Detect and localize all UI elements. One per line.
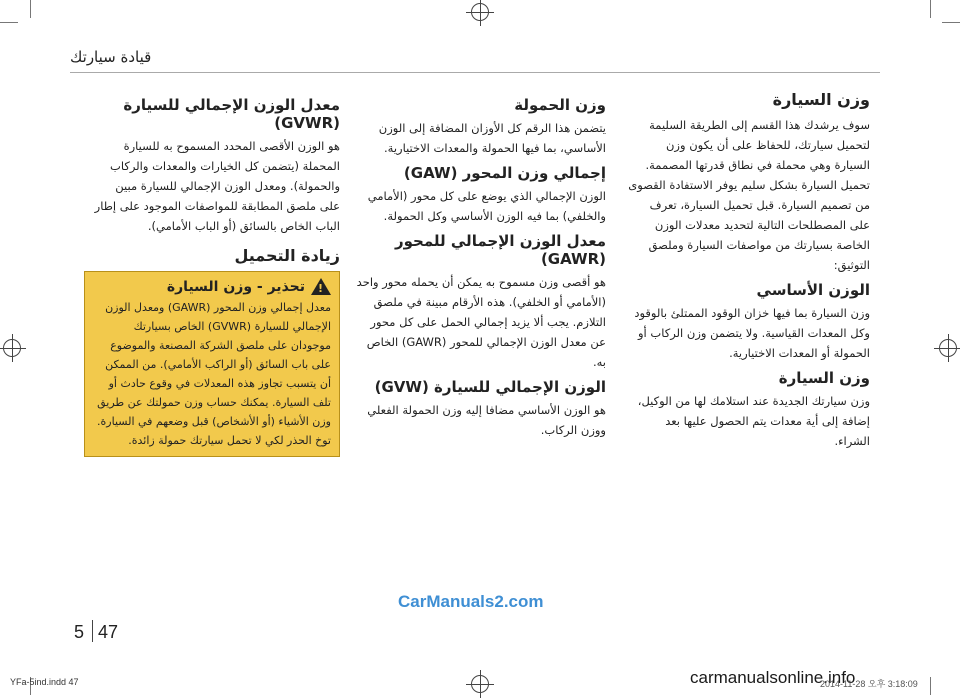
crop-mark [930,677,931,695]
intro-paragraph: سوف يرشدك هذا القسم إلى الطريقة السليمة لتحميل سيارتك، للحفاظ على أن يكون وزن السيارة وهي محملة في نطاق قدرتها المصممة. تحميل السيارة بشكل سليم يوفر الاستفادة القصوى من تصميم السيارة. قبل تحميل السيارة، تعرف على المصطلحات التالية لتحديد معدلات الوزن الخاصة بسيارتك من مواصفات السيارة وملصق التوثيق: [628,118,870,272]
file-slug: YFa-5ind.indd 47 [10,677,79,687]
print-timestamp: 2014-11-28 오후 3:18:09 [820,679,918,689]
subheading-vehicle-weight: وزن السيارة [778,369,870,387]
page-number-divider [92,620,93,642]
crop-mark [0,22,18,23]
paragraph-gvw: هو الوزن الأساسي مضافا إليه وزن الحمولة الفعلي ووزن الركاب. [367,403,606,437]
subheading-gvwr: معدل الوزن الإجمالي للسيارة (GVWR) [123,96,340,132]
paragraph-cargo-weight: يتضمن هذا الرقم كل الأوزان المضافة إلى الوزن الأساسي، بما فيها الحمولة والمعدات الاختيارية. [378,121,606,155]
registration-mark-left [3,339,21,357]
registration-mark-right [939,339,957,357]
paragraph-gvwr: هو الوزن الأقصى المحدد المسموح به للسيارة المحملة (يتضمن كل الخيارات والمعدات والركاب والحمولة). ومعدل الوزن الإجمالي للسيارة مبين على ملصق المطابقة للمواصفات الموجود على إطار الباب الخاص بالسائق (أو الباب الأمامي). [94,139,340,233]
warning-header [93,278,331,295]
left-column [94,90,340,457]
crop-mark [30,0,31,18]
registration-mark-bottom [471,675,489,693]
paragraph-gaw: الوزن الإجمالي الذي يوضع على كل محور (الأمامي والخلفي) بما فيه الوزن الأساسي وكل الحمولة. [367,189,606,223]
crop-mark [942,22,960,23]
running-title: قيادة سيارتك [70,48,152,66]
right-column [628,90,870,457]
section-heading-overloading: زيادة التحميل [234,246,340,265]
subheading-gvw: الوزن الإجمالي للسيارة (GVW) [374,378,606,396]
warning-box [84,271,340,457]
header-divider [70,72,880,73]
chapter-number: 5 [74,622,85,642]
section-heading-vehicle-weight: وزن السيارة [772,90,870,109]
warning-text: معدل إجمالي وزن المحور (GAWR) ومعدل الوزن الإجمالي للسيارة (GVWR) الخاص بسيارتك موجودان على ملصق الشركة المصنعة والموضوع على باب السائق (أو الراكب الأمامي). من الممكن أن يتسبب تجاوز هذه المعدلات في وقوع حادث أو تلف السيارة. يمكنك حساب وزن حمولتك عن طريق وزن الأشياء (أو الأشخاص) قبل وضعهم في السيارة. توخ الحذر لكي لا تحمل سيارتك حمولة زائدة. [97,301,331,447]
watermark-link[interactable]: CarManuals2.com [398,592,544,611]
paragraph-gawr: هو أقصى وزن مسموح به يمكن أن يحمله محور واحد (الأمامي أو الخلفي). هذه الأرقام مبينة في ملصق التلازم. يجب ألا يزيد إجمالي الحمل على كل محور عن معدل الوزن الإجمالي للمحور (GAWR) الخاص به. [356,275,606,369]
warning-triangle-icon: ! [311,278,331,295]
registration-mark-top [471,3,489,21]
subheading-gawr: معدل الوزن الإجمالي للمحور (GAWR) [395,232,606,268]
paragraph-curb-weight: وزن السيارة بما فيها خزان الوقود الممتلئ بالوقود وكل المعدات القياسية. ولا يتضمن وزن الركاب أو الحمولة أو المعدات الاختيارية. [634,306,870,360]
middle-column [356,90,606,446]
paragraph-vehicle-weight: وزن سيارتك الجديدة عند استلامك لها من الوكيل، إضافة إلى أية معدات يتم الحصول عليها بعد الشراء. [637,394,870,448]
page-number: 47 [98,622,119,642]
warning-title: تحذير - وزن السيارة [166,278,305,295]
crop-mark [930,0,931,18]
subheading-gaw: إجمالي وزن المحور (GAW) [403,164,606,182]
site-watermark: carmanualsonline.info [690,668,856,687]
subheading-curb-weight: الوزن الأساسي [756,281,870,299]
subheading-cargo-weight: وزن الحمولة [514,96,606,114]
